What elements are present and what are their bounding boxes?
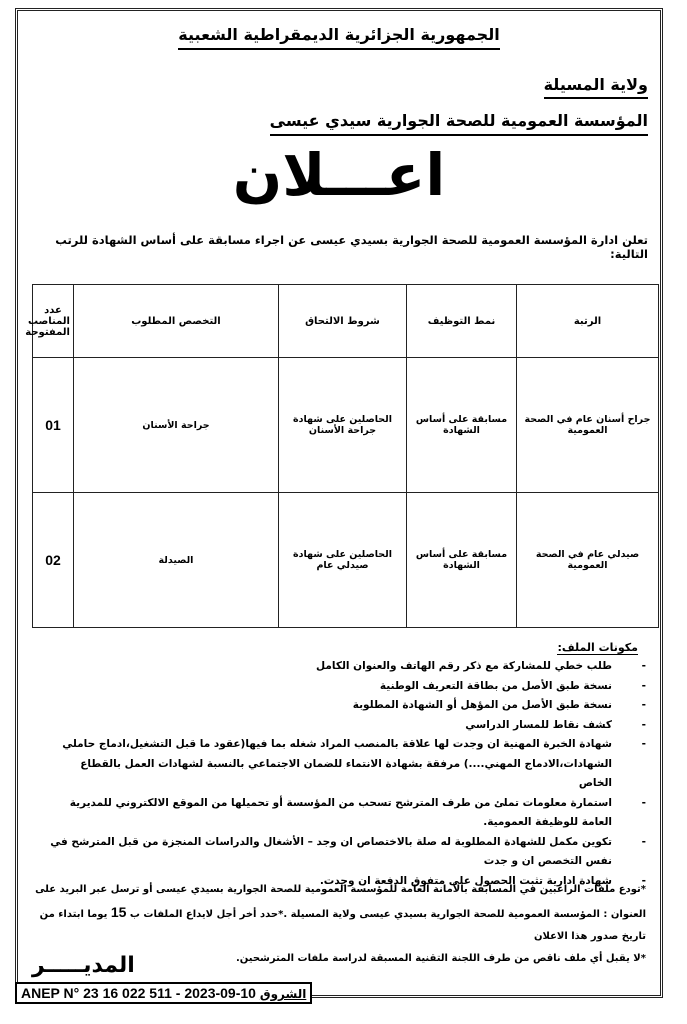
header-specialty: التخصص المطلوب	[74, 285, 279, 358]
deposit-text-end: يوما ابتداء من تاريخ صدور هذا الاعلان	[39, 909, 646, 942]
deadline-days: 15	[110, 904, 127, 920]
list-item: - نسخة طبق الأصل من المؤهل أو الشهادة المطلوبة	[48, 696, 612, 716]
header-conditions: شروط الالتحاق	[279, 285, 407, 358]
list-item: - نسخة طبق الأصل من بطاقة التعريف الوطنية	[48, 677, 612, 697]
cell-specialty: الصيدلة	[74, 493, 279, 628]
header-rank: الرتبة	[517, 285, 659, 358]
cell-count: 02	[33, 493, 74, 628]
table-row	[33, 358, 659, 493]
cell-conditions: الحاصلين على شهادة صيدلي عام	[279, 493, 407, 628]
cell-rank: صيدلي عام في الصحة العمومية	[517, 493, 659, 628]
anep-number: ANEP N° 23 16 022 511 - 2023-09-10	[21, 985, 256, 1001]
list-item: - تكوين مكمل للشهادة المطلوبة له صلة بالاختصاص ان وجد – الأشغال والدراسات المنجزة من قبل المترشح في نفس التخصص ان و جدت	[48, 833, 612, 872]
positions-table	[25, 284, 659, 628]
cell-rank: جراح أسنان عام في الصحة العمومية	[517, 358, 659, 493]
list-item: - شهادة ادارية تثبت الحصول على متفوق الدفعة ان وجدت.	[48, 872, 612, 892]
republic-text: الجمهورية الجزائرية الديمقراطية الشعبية	[178, 25, 499, 50]
header-count: عدد المناصب المفتوحة	[33, 285, 74, 358]
cell-mode: مسابقة على أساس الشهادة	[407, 493, 517, 628]
cell-specialty: جراحة الأسنان	[74, 358, 279, 493]
list-item: - كشف نقاط للمسار الدراسي	[48, 716, 612, 736]
deposit-text: *تودع ملفات الراغبين في المسابقة بالأمانة العامة للمؤسسة العمومية للصحة الجوارية بسيدي عيسى أو ترسل عبر البريد على العنوان : المؤسسة العمومية للصحة الجوارية بسيدي عيسى ولاية المسيلة .*حدد أخر أجل لايداع الملفات ب	[35, 884, 646, 920]
intro-text: تعلن ادارة المؤسسة العمومية للصحة الجوارية بسيدي عيسى عن اجراء مسابقة على أساس الشهادة للرتب التالية:	[55, 233, 648, 261]
newspaper-name: الشروق	[259, 987, 307, 1001]
institution-heading: المؤسسة العمومية للصحة الجوارية سيدي عيسى	[270, 111, 648, 136]
table-row	[33, 493, 659, 628]
cell-mode: مسابقة على أساس الشهادة	[407, 358, 517, 493]
list-item: - استمارة معلومات تملئ من طرف المترشح تسحب من المؤسسة أو تحميلها من الموقع الالكتروني للمديرية العامة للوظيفة العمومية.	[48, 794, 612, 833]
announcement-title: اعـــلان	[232, 141, 446, 209]
deposit-note	[28, 879, 646, 948]
announcement-frame	[15, 8, 663, 998]
wilaya-heading: ولاية المسيلة	[544, 75, 648, 99]
table-header-row	[33, 285, 659, 358]
director-signature: المديـــــر	[32, 953, 135, 978]
header-mode: نمط التوظيف	[407, 285, 517, 358]
cell-count: 01	[33, 358, 74, 493]
cell-conditions: الحاصلين على شهادة جراحة الأسنان	[279, 358, 407, 493]
republic-heading	[18, 25, 660, 44]
file-components-title: مكونات الملف:	[557, 641, 638, 654]
list-item: - طلب خطي للمشاركة مع ذكر رقم الهاتف والعنوان الكامل	[48, 657, 612, 677]
anep-reference	[15, 982, 312, 1004]
list-item: - شهادة الخبرة المهنية ان وجدت لها علاقة بالمنصب المراد شغله بما فيها(عقود ما قبل التشغيل،ادماج حاملي الشهادات،الادماج المهني....) مرفقة بشهادة الانتماء للضمان الاجتماعي بالنسبة لشهادات العمل بالقطاع الخاص	[48, 735, 612, 794]
file-components-list	[48, 657, 630, 891]
incomplete-note: *لا يقبل أي ملف ناقص من طرف اللجنة التقنية المسبقة لدراسة ملفات المترشحين.	[235, 953, 646, 964]
